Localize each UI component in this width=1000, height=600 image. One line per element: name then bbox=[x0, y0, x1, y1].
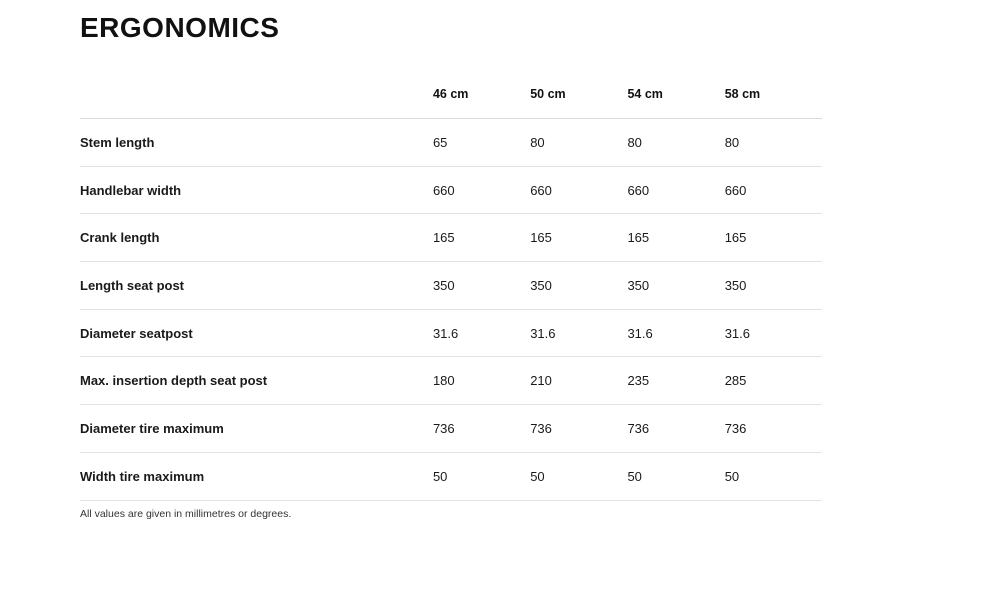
table-row bbox=[80, 452, 822, 500]
row-value: 180 bbox=[432, 373, 455, 389]
row-label: Width tire maximum bbox=[80, 468, 205, 484]
row-value: 50 bbox=[432, 468, 448, 484]
column-header-size-46: 46 cm bbox=[432, 87, 469, 101]
table-header bbox=[80, 78, 822, 119]
column-header-size-50: 50 cm bbox=[530, 87, 566, 101]
table-row bbox=[80, 119, 822, 167]
row-value: 350 bbox=[530, 277, 552, 293]
row-value: 350 bbox=[627, 277, 650, 293]
row-value: 165 bbox=[627, 230, 650, 246]
row-value: 736 bbox=[627, 420, 650, 436]
table-row bbox=[80, 214, 822, 262]
table-body bbox=[80, 119, 822, 501]
row-value: 660 bbox=[627, 182, 650, 198]
row-value: 31.6 bbox=[432, 325, 459, 341]
row-label: Max. insertion depth seat post bbox=[80, 373, 268, 389]
row-value: 165 bbox=[724, 230, 747, 246]
row-label: Diameter seatpost bbox=[80, 325, 193, 341]
table-row bbox=[80, 405, 822, 453]
row-value: 31.6 bbox=[530, 325, 556, 341]
page-title: ERGONOMICS bbox=[80, 12, 280, 43]
row-value: 80 bbox=[530, 134, 545, 150]
row-label: Stem length bbox=[80, 134, 155, 150]
row-label: Handlebar width bbox=[80, 182, 182, 198]
row-value: 350 bbox=[432, 277, 455, 293]
table-row bbox=[80, 262, 822, 310]
row-value: 235 bbox=[627, 373, 650, 389]
row-label: Diameter tire maximum bbox=[80, 420, 224, 436]
row-value: 50 bbox=[724, 468, 740, 484]
column-header-size-54: 54 cm bbox=[627, 87, 663, 101]
row-value: 350 bbox=[724, 277, 747, 293]
row-value: 736 bbox=[724, 420, 747, 436]
row-value: 80 bbox=[627, 134, 642, 150]
row-label: Length seat post bbox=[80, 277, 185, 293]
row-value: 50 bbox=[530, 468, 545, 484]
row-value: 50 bbox=[627, 468, 642, 484]
row-value: 165 bbox=[530, 230, 552, 246]
row-value: 80 bbox=[724, 134, 740, 150]
row-value: 31.6 bbox=[627, 325, 653, 341]
table-row bbox=[80, 166, 822, 214]
specs-table-container bbox=[80, 78, 822, 501]
row-value: 660 bbox=[530, 182, 552, 198]
row-value: 165 bbox=[432, 230, 455, 246]
table-row bbox=[80, 309, 822, 357]
ergonomics-specs-table bbox=[80, 78, 822, 501]
row-value: 210 bbox=[530, 373, 552, 389]
table-row bbox=[80, 357, 822, 405]
row-value: 736 bbox=[530, 420, 552, 436]
units-footnote: All values are given in millimetres or degrees. bbox=[80, 508, 292, 520]
row-value: 660 bbox=[724, 182, 747, 198]
table-header-row bbox=[80, 78, 822, 119]
row-value: 736 bbox=[432, 420, 455, 436]
row-value: 660 bbox=[432, 182, 455, 198]
row-value: 285 bbox=[724, 373, 747, 389]
row-value: 31.6 bbox=[724, 325, 750, 341]
row-value: 65 bbox=[432, 134, 448, 150]
column-header-spec bbox=[80, 78, 433, 119]
row-label: Crank length bbox=[80, 230, 160, 246]
column-header-size-58: 58 cm bbox=[724, 87, 761, 101]
